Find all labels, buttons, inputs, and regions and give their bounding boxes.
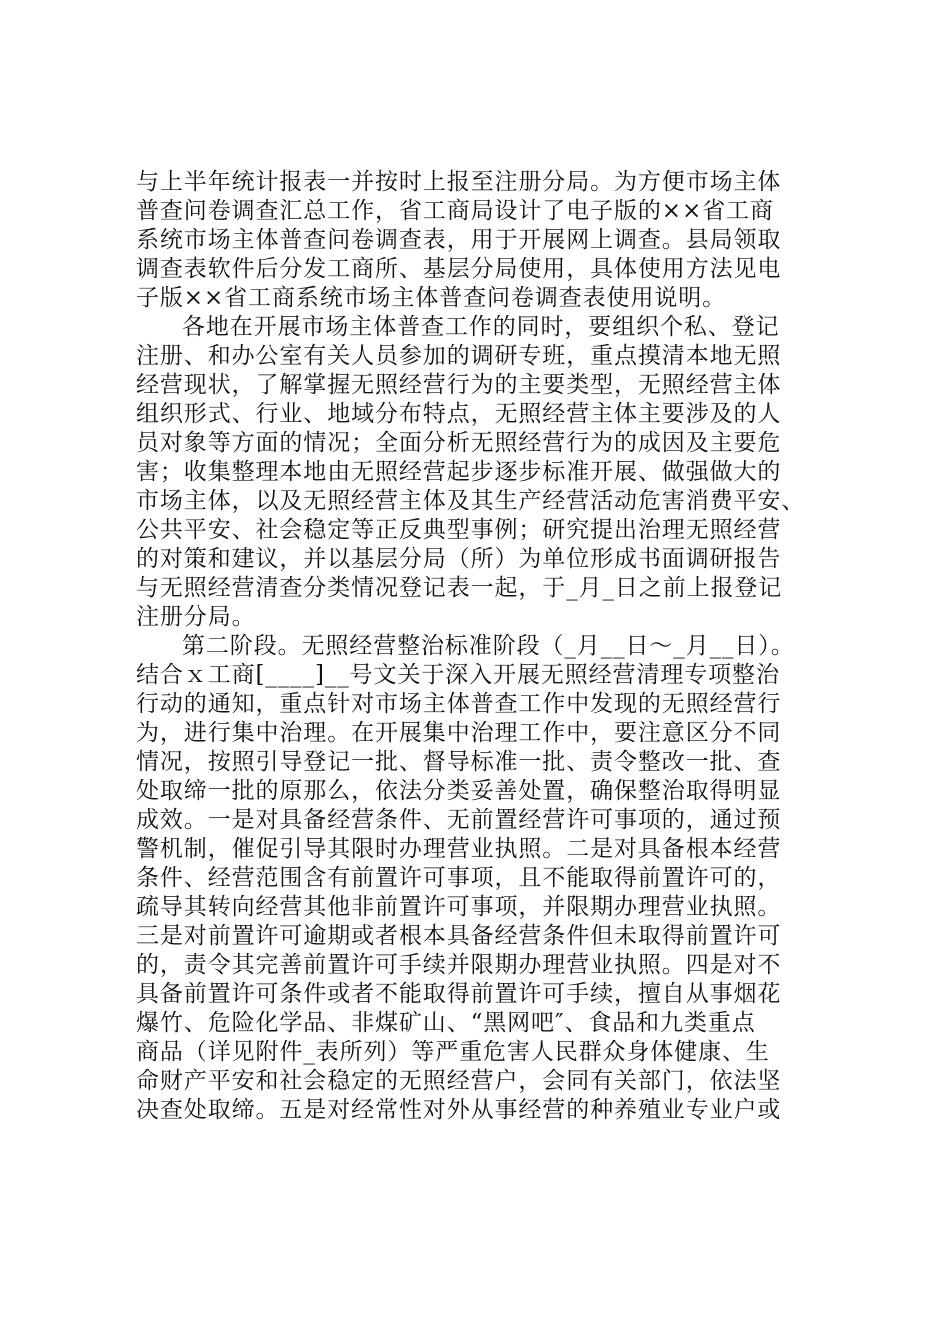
text-line: 情况，按照引导登记一批、督导标准一批、责令整改一批、查: [136, 749, 782, 775]
text-line: 经营现状，了解掌握无照经营行为的主要类型，无照经营主体: [136, 372, 782, 398]
text-line: 爆竹、危险化学品、非煤矿山、“黑网吧″、食品和九类重点: [136, 1010, 756, 1036]
text-line: 与上半年统计报表一并按时上报至注册分局。为方便市场主体: [136, 169, 782, 195]
text-line: 员对象等方面的情况；全面分析无照经营行为的成因及主要危: [136, 430, 782, 456]
text-line: 商品（详见附件_表所列）等严重危害人民群众身体健康、生: [136, 1039, 770, 1065]
text-line: 调查表软件后分发工商所、基层分局使用，具体使用方法见电: [136, 256, 782, 282]
text-line: 行动的通知，重点针对市场主体普查工作中发现的无照经营行: [136, 691, 782, 717]
text-line: 注册、和办公室有关人员参加的调研专班，重点摸清本地无照: [136, 343, 782, 369]
text-line: 成效。一是对具备经营条件、无前置经营许可事项的，通过预: [136, 807, 782, 833]
text-line: 决查处取缔。五是对经常性对外从事经营的种养殖业专业户或: [136, 1097, 782, 1123]
text-line: 警机制，催促引导其限时办理营业执照。二是对具备根本经营: [136, 836, 782, 862]
text-line: 组织形式、行业、地域分布特点，无照经营主体主要涉及的人: [136, 401, 782, 427]
paragraph-start-line: 第二阶段。无照经营整治标准阶段（_月__日～_月__日）。: [182, 633, 795, 659]
text-line: 条件、经营范围含有前置许可事项，且不能取得前置许可的，: [136, 865, 782, 891]
text-line: 子版××省工商系统市场主体普查问卷调查表使用说明。: [136, 285, 727, 311]
text-line: 疏导其转向经营其他非前置许可事项，并限期办理营业执照。: [136, 894, 782, 920]
text-line: 系统市场主体普查问卷调查表，用于开展网上调查。县局领取: [136, 227, 782, 253]
paragraph-start-line: 各地在开展市场主体普查工作的同时，要组织个私、登记: [182, 314, 780, 340]
text-line: 的对策和建议，并以基层分局（所）为单位形成书面调研报告: [136, 546, 782, 572]
text-line: 为，进行集中治理。在开展集中治理工作中，要注意区分不同: [136, 720, 782, 746]
text-line: 结合ｘ工商[____]__号文关于深入开展无照经营清理专项整治: [136, 662, 780, 688]
text-line: 命财产平安和社会稳定的无照经营户，会同有关部门，依法坚: [136, 1068, 782, 1094]
text-line: 三是对前置许可逾期或者根本具备经营条件但未取得前置许可: [136, 923, 782, 949]
text-line: 具备前置许可条件或者不能取得前置许可手续，擅自从事烟花: [136, 981, 782, 1007]
text-line: 的，责令其完善前置许可手续并限期办理营业执照。四是对不: [136, 952, 782, 978]
text-line: 害；收集整理本地由无照经营起步逐步标准开展、做强做大的: [136, 459, 782, 485]
body-text: [136, 168, 826, 1125]
text-line: 注册分局。: [136, 604, 256, 630]
text-line: 普查问卷调查汇总工作，省工商局设计了电子版的××省工商: [136, 198, 774, 224]
text-line: 市场主体，以及无照经营主体及其生产经营活动危害消费平安、: [136, 488, 806, 514]
text-line: 处取缔一批的原那么，依法分类妥善处置，确保整治取得明显: [136, 778, 782, 804]
text-line: 公共平安、社会稳定等正反典型事例；研究提出治理无照经营: [136, 517, 782, 543]
text-line: 与无照经营清查分类情况登记表一起，于_月_日之前上报登记: [136, 575, 783, 601]
